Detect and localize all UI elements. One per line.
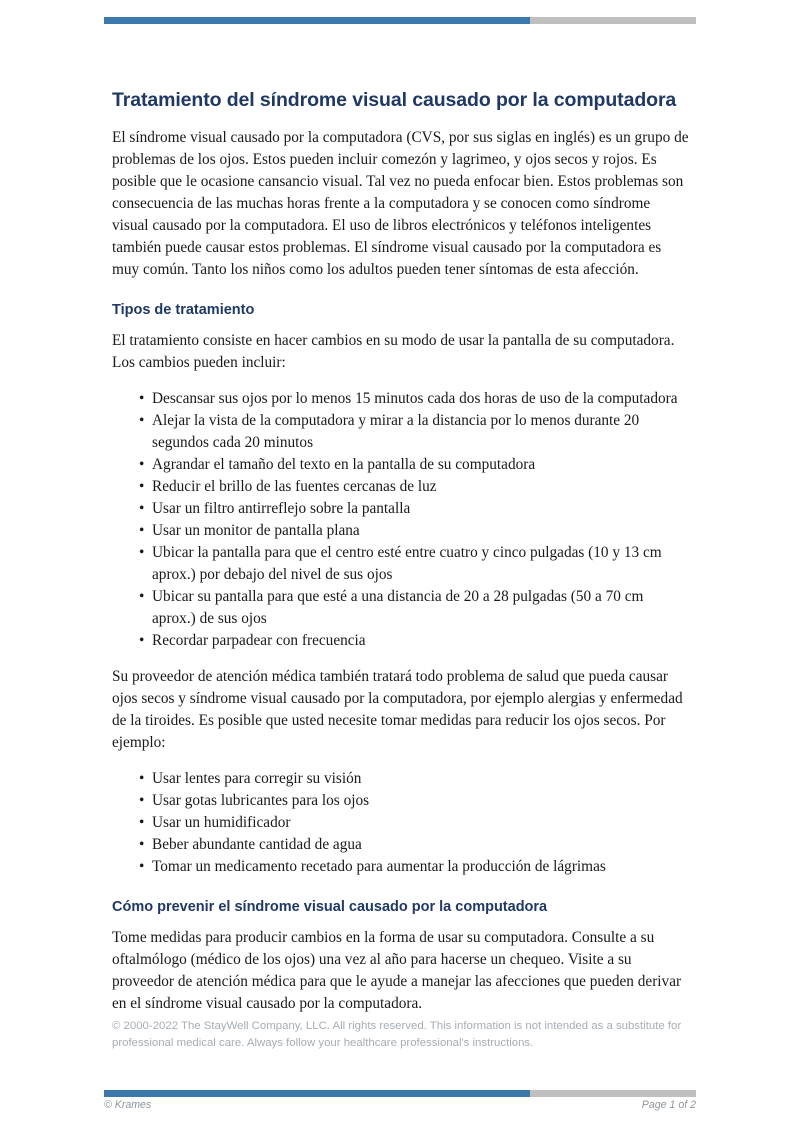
list-item <box>112 790 690 812</box>
list-item-label: Descansar sus ojos por lo menos 15 minutos cada dos horas de uso de la computadora <box>152 389 678 407</box>
bullet-point-icon: • <box>139 411 145 429</box>
bullet-point-icon: • <box>139 769 145 787</box>
bullet-point-icon: • <box>139 477 145 495</box>
section-paragraph-prevencion: Tome medidas para producir cambios en la forma de usar su computadora. Consulte a su oftalmólogo (médico de los ojos) una vez al año para hacerse un chequeo. Visite a su proveedor de atención médica para que le ayude a manejar las afecciones que pueden derivar en el síndrome visual causado por la computadora. <box>112 928 682 1012</box>
list-item <box>112 388 690 410</box>
list-item <box>112 498 690 520</box>
footer-page-number: Page 1 of 2 <box>641 1099 696 1111</box>
list-item <box>112 586 690 630</box>
page-title: Tratamiento del síndrome visual causado por la computadora <box>112 89 677 111</box>
bullet-point-icon: • <box>139 521 145 539</box>
list-item <box>112 476 690 498</box>
section-heading-tipos-de-tratamiento: Tipos de tratamiento <box>112 301 255 318</box>
top-rule-blue-segment <box>104 17 530 24</box>
bullet-point-icon: • <box>139 587 145 605</box>
section-heading-como-prevenir: Cómo prevenir el síndrome visual causado por la computadora <box>112 899 548 916</box>
list-item-label: Usar un monitor de pantalla plana <box>152 521 360 539</box>
list-item <box>112 410 690 454</box>
footer-publisher-label: © Krames <box>104 1099 152 1111</box>
list-item <box>112 834 690 856</box>
list-item <box>112 856 690 878</box>
bottom-rule-blue-segment <box>104 1090 530 1097</box>
list-item <box>112 520 690 542</box>
list-item-label: Beber abundante cantidad de agua <box>152 836 362 854</box>
bullet-point-icon: • <box>139 631 145 649</box>
section-paragraph-tipos: El tratamiento consiste en hacer cambios en su modo de usar la pantalla de su computadora. Los cambios pueden incluir: <box>112 331 675 371</box>
list-item-label: Usar un filtro antirreflejo sobre la pantalla <box>152 499 411 517</box>
list-item-label: Ubicar su pantalla para que esté a una distancia de 20 a 28 pulgadas (50 a 70 cm aprox.) de sus ojos <box>152 587 644 627</box>
bullet-point-icon: • <box>139 814 145 832</box>
bullet-point-icon: • <box>139 389 145 407</box>
bullet-list-ojos-secos <box>112 768 690 878</box>
list-item <box>112 768 690 790</box>
document-content <box>112 88 690 1029</box>
bullet-list-tipos-de-tratamiento <box>112 388 690 652</box>
list-item-label: Usar lentes para corregir su visión <box>152 769 362 787</box>
bullet-point-icon: • <box>139 858 145 876</box>
intro-paragraph: El síndrome visual causado por la computadora (CVS, por sus siglas en inglés) es un grupo de problemas de los ojos. Estos pueden incluir comezón y lagrimeo, y ojos secos y rojos. Es posible que le ocasione cansancio visual. Tal vez no pueda enfocar bien. Estos problemas son consecuencia de las muchas horas frente a la computadora y se conocen como síndrome visual causado por la computadora. El uso de libros electrónicos y teléfonos inteligentes también puede causar estos problemas. El síndrome visual causado por la computadora es muy común. Tanto los niños como los adultos pueden tener síntomas de esta afección. <box>112 128 689 278</box>
bullet-point-icon: • <box>139 836 145 854</box>
bullet-point-icon: • <box>139 499 145 517</box>
bullet-point-icon: • <box>139 455 145 473</box>
section-paragraph-proveedor: Su proveedor de atención médica también tratará todo problema de salud que pueda causar ojos secos y síndrome visual causado por la computadora, por ejemplo alergias y enfermedad de la tiroides. Es posible que usted necesite tomar medidas para reducir los ojos secos. Por ejemplo: <box>112 667 683 751</box>
page-footer <box>104 1099 696 1111</box>
list-item-label: Agrandar el tamaño del texto en la pantalla de su computadora <box>152 455 536 473</box>
bullet-point-icon: • <box>139 792 145 809</box>
top-rule-gray-segment <box>530 17 696 24</box>
top-rule-bar <box>104 17 696 24</box>
list-item-label: Usar gotas lubricantes para los ojos <box>152 792 370 809</box>
bottom-rule-bar <box>104 1090 696 1097</box>
list-item <box>112 812 690 834</box>
list-item-label: Tomar un medicamento recetado para aumentar la producción de lágrimas <box>152 858 606 876</box>
list-item <box>112 454 690 476</box>
list-item-label: Reducir el brillo de las fuentes cercanas de luz <box>152 477 437 495</box>
list-item-label: Alejar la vista de la computadora y mirar a la distancia por lo menos durante 20 segundos cada 20 minutos <box>152 411 640 451</box>
bottom-rule-gray-segment <box>530 1090 696 1097</box>
list-item-label: Recordar parpadear con frecuencia <box>152 631 366 649</box>
copyright-notice: © 2000-2022 The StayWell Company, LLC. All rights reserved. This information is not intended as a substitute for professional medical care. Always follow your healthcare professional's instructions. <box>112 1020 682 1049</box>
list-item-label: Ubicar la pantalla para que el centro esté entre cuatro y cinco pulgadas (10 y 13 cm aprox.) por debajo del nivel de sus ojos <box>152 543 662 583</box>
bullet-point-icon: • <box>139 543 145 561</box>
list-item-label: Usar un humidificador <box>152 814 291 832</box>
list-item <box>112 630 690 652</box>
list-item <box>112 542 690 586</box>
